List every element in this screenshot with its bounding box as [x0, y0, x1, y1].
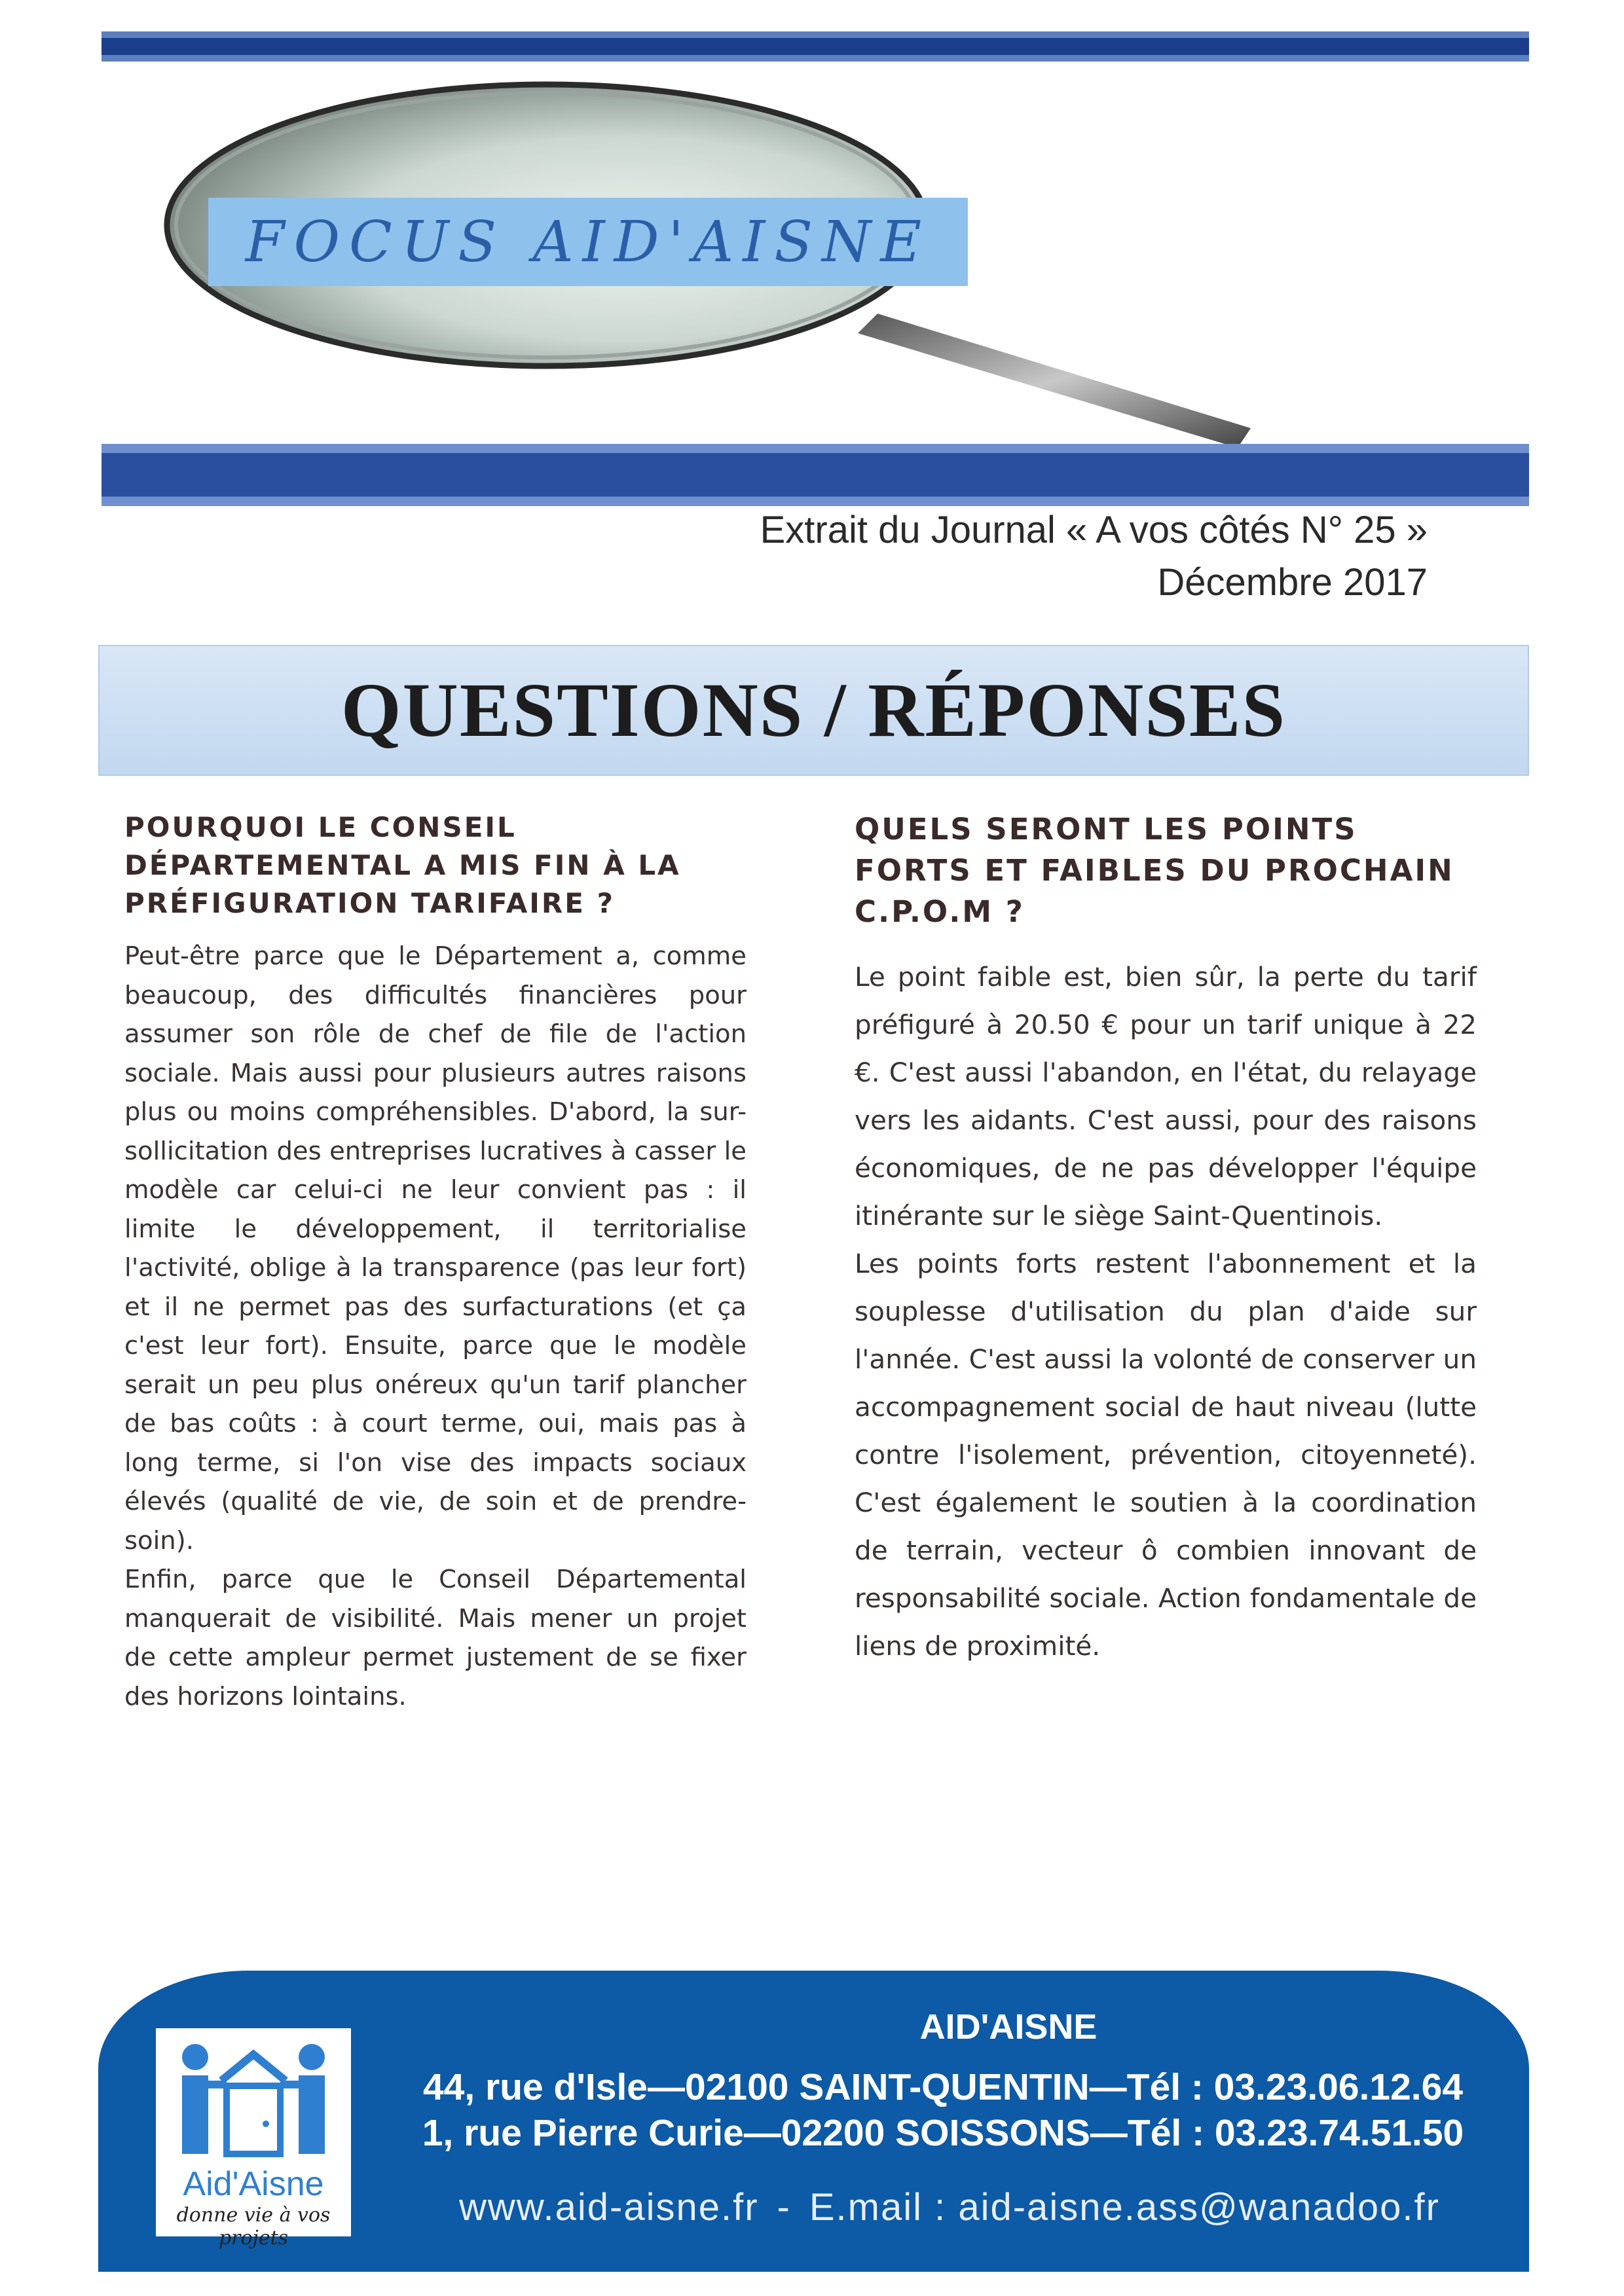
address-saint-quentin: 44, rue d'Isle—02100 SAINT-QUENTIN—Tél : 03.23.06.12.64	[422, 2066, 1464, 2108]
website-link[interactable]: www.aid-aisne.fr	[459, 2186, 759, 2229]
focus-title: FOCUS AID'AISNE	[208, 198, 968, 286]
journal-date: Décembre 2017	[1157, 561, 1428, 604]
header-top-rule	[101, 31, 1529, 62]
address-soissons: 1, rue Pierre Curie—02200 SOISSONS—Tél : 03.23.74.51.50	[422, 2112, 1464, 2154]
logo-tagline: donne vie à vos projets	[176, 2204, 331, 2250]
contact-line	[393, 2185, 1506, 2229]
logo-name: Aid'Aisne	[183, 2165, 324, 2203]
aid-aisne-logo	[156, 2028, 351, 2250]
house-people-icon	[156, 2028, 351, 2166]
right-answer-paragraph-2: Les points forts restent l'abonnement et la souplesse d'utilisation du plan d'aide sur l'année. C'est aussi la volonté de conserver un accompagnement social de haut niveau (lutte contre l'isolement, prévention, citoyenneté). C'est également le soutien à la coordination de terrain, vecteur ô combien innovant de responsabilité sociale. Action fondamentale de liens de proximité.	[855, 1248, 1477, 1662]
header-bottom-rule	[101, 444, 1529, 506]
qa-banner	[98, 645, 1529, 776]
page-title: QUESTIONS / RÉPONSES	[341, 667, 1287, 753]
right-answer-paragraph-1: Le point faible est, bien sûr, la perte du tarif préfiguré à 20.50 € pour un tarif unique à 22 €. C'est aussi l'abandon, en l'état, du relayage vers les aidants. C'est aussi, pour des raisons économiques, de ne pas développer l'équipe itinérante sur le siège Saint-Quentinois.	[855, 961, 1477, 1231]
contact-separator: -	[777, 2186, 791, 2229]
organization-name: AID'AISNE	[919, 2007, 1098, 2047]
left-question: POURQUOI LE CONSEIL DÉPARTEMENTAL A MIS FIN À LA PRÉFIGURATION TARIFAIRE ?	[124, 811, 681, 919]
email-link[interactable]: E.mail : aid-aisne.ass@wanadoo.fr	[809, 2186, 1440, 2229]
right-question: QUELS SERONT LES POINTS FORTS ET FAIBLES DU PROCHAIN C.P.O.M ?	[855, 812, 1454, 929]
left-answer-paragraph-1: Peut-être parce que le Département a, comme beaucoup, des difficultés financières pour assumer son rôle de chef de file de l'action sociale. Mais aussi pour plusieurs autres raisons plus ou moins compréhensibles. D'abord, la sur-sollicitation des entreprises lucratives à casser le modèle car celui-ci ne leur convient pas : il limite le développement, il territorialise l'activité, oblige à la transparence (pas leur fort) et il ne permet pas des surfacturations (et ça c'est leur fort). Ensuite, parce que le modèle serait un peu plus onéreux qu'un tarif plancher de bas coûts : à court terme, oui, mais pas à long terme, si l'on vise des impacts sociaux élevés (qualité de vie, de soin et de prendre-soin).	[124, 941, 747, 1556]
right-column	[855, 809, 1477, 1670]
left-column	[124, 809, 747, 1716]
magnifier-handle	[858, 314, 1251, 448]
left-answer-paragraph-2: Enfin, parce que le Conseil Départemental manquerait de visibilité. Mais mener un projet de cette ampleur permet justement de se fixer des horizons lointains.	[124, 1565, 747, 1711]
journal-line: Extrait du Journal « A vos côtés N° 25 »	[760, 509, 1428, 551]
journal-reference	[760, 504, 1428, 609]
